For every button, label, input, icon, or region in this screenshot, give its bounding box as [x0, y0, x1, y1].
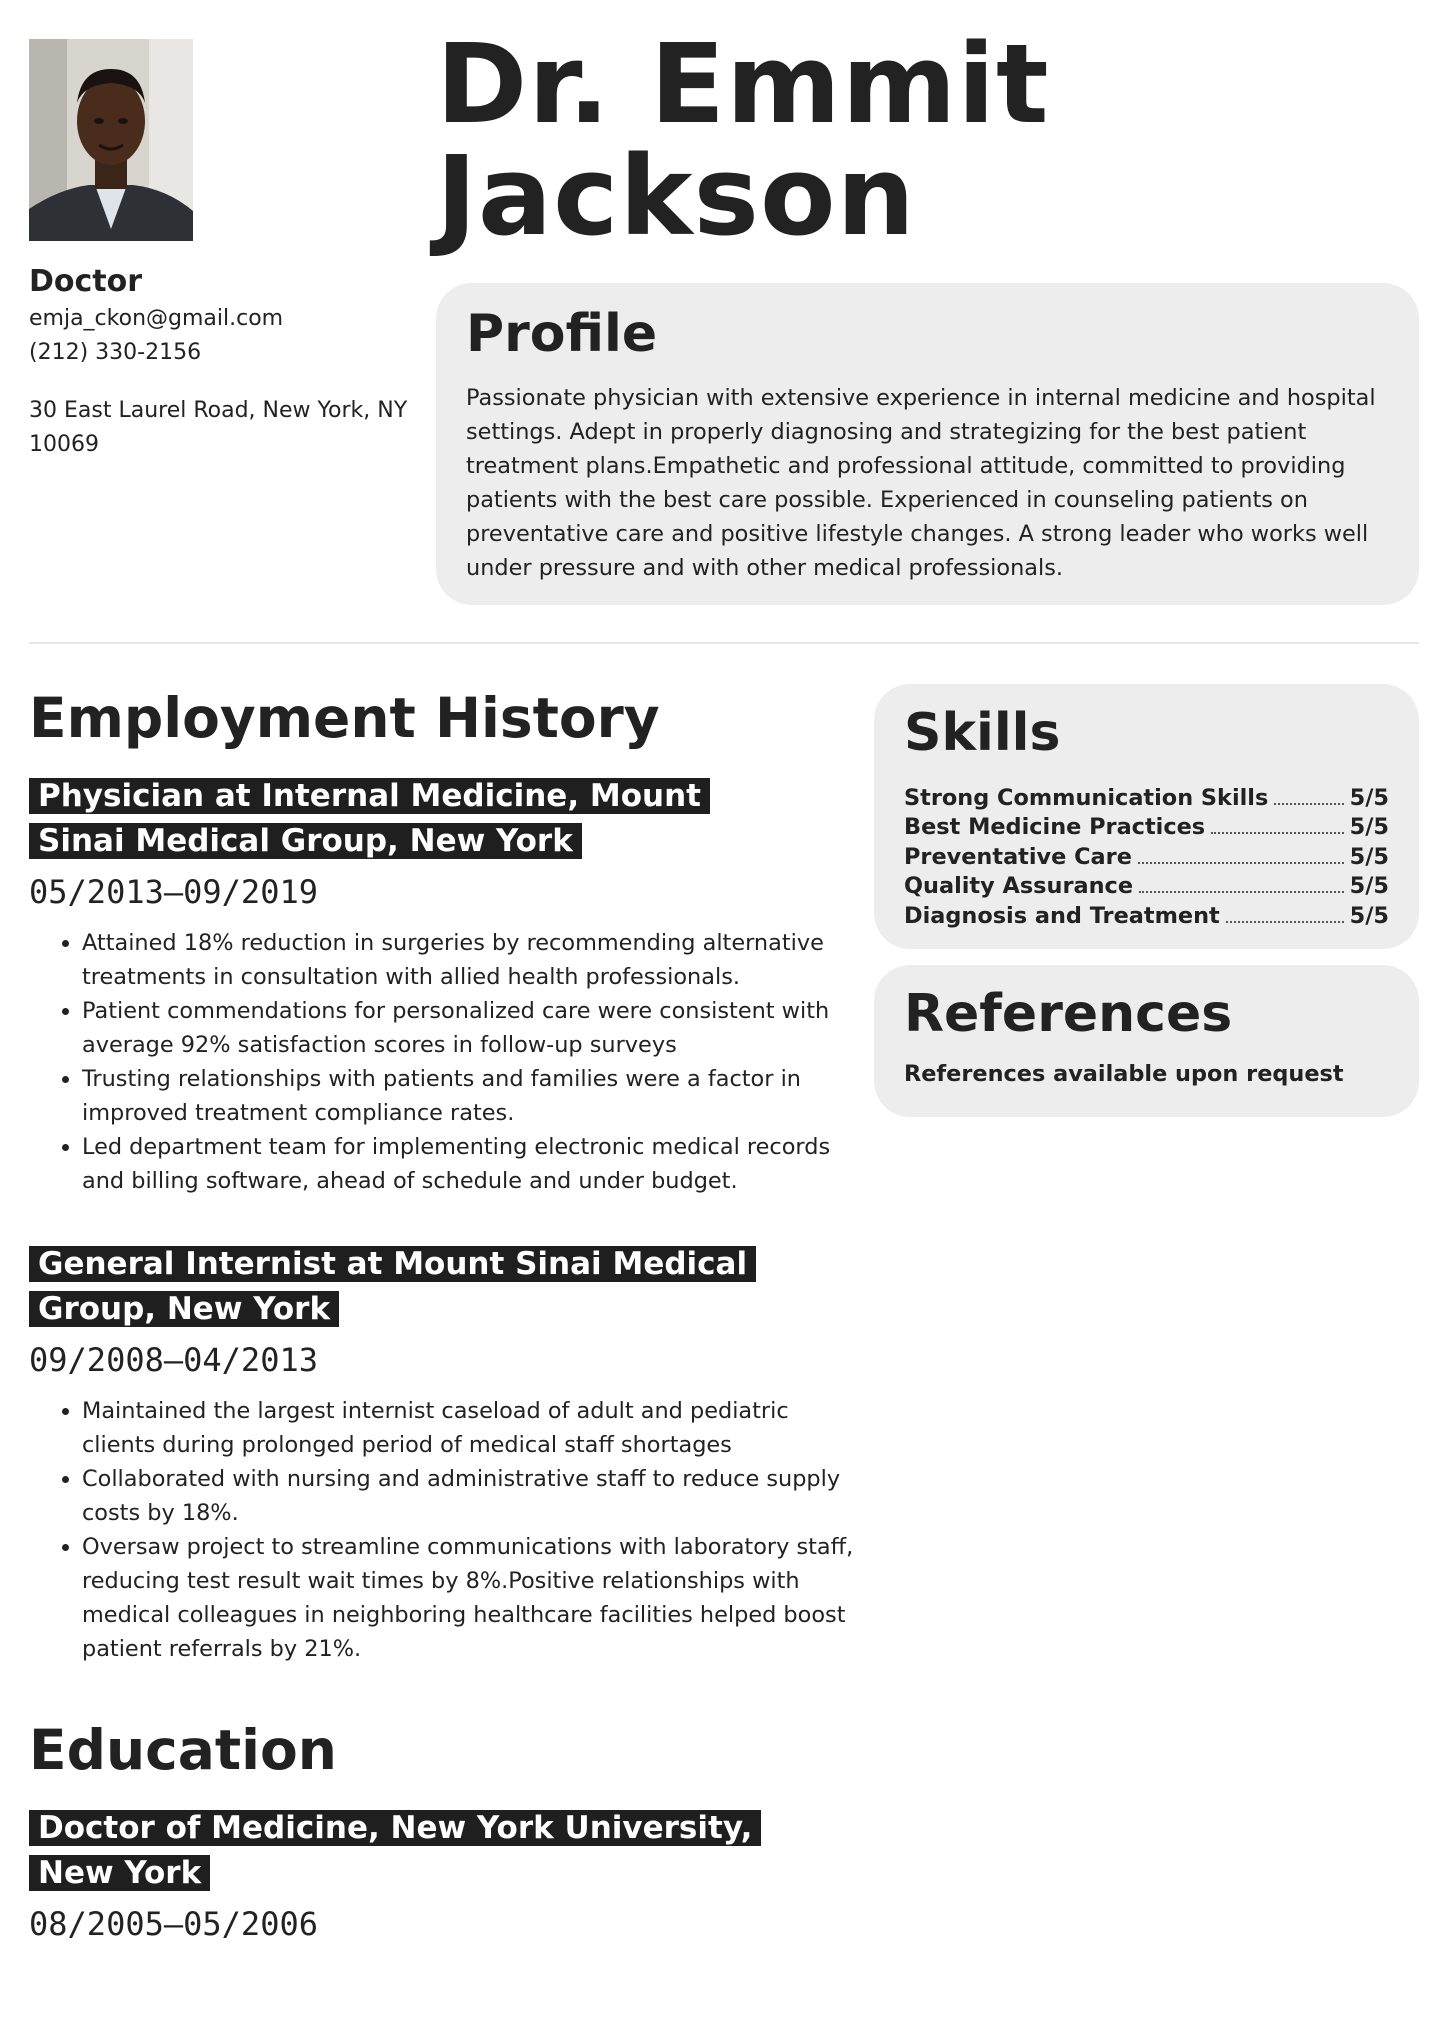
job-title: General Internist at Mount Sinai Medical Group, New York: [29, 1246, 756, 1327]
address-line-1: 30 East Laurel Road, New York, NY: [29, 398, 408, 423]
skill-leader-dots: [1139, 891, 1344, 893]
references-title: References: [904, 984, 1233, 1044]
name-line-1: Dr. Emmit: [436, 20, 1050, 148]
profile-text: Passionate physician with extensive experience in internal medicine and hospital settings. Adept in properly diagnosing and strategizing for the best patient treatment plans.Empathetic and professional attitude, committed to providing patients with the best care possible. Experienced in counseling patients on preventative care and positive lifestyle changes. A strong leader who works well under pressure and with other medical professionals.: [466, 385, 1376, 581]
name-line-2: Jackson: [436, 132, 916, 260]
address-line-2: 10069: [29, 432, 99, 457]
main-column: [29, 680, 859, 1948]
skill-name: Diagnosis and Treatment: [904, 902, 1220, 929]
job-entry: [29, 774, 859, 1198]
job-bullet: • Patient commendations for personalized care were consistent with average 92% satisfaction scores in follow-up surveys: [82, 994, 859, 1062]
contact-block: [29, 262, 419, 462]
job-bullet: • Trusting relationships with patients and families were a factor in improved treatment compliance rates.: [82, 1062, 859, 1130]
skill-level: 5/5: [1349, 843, 1389, 870]
job-bullets: [29, 926, 859, 1198]
skill-row: [904, 813, 1389, 842]
references-text: References available upon request: [904, 1061, 1344, 1087]
employment-title: Employment History: [29, 686, 660, 750]
skills-card: [874, 684, 1419, 949]
job-entry: [29, 1242, 859, 1666]
skill-leader-dots: [1226, 921, 1344, 923]
job-bullet: • Attained 18% reduction in surgeries by recommending alternative treatments in consultation with allied health professionals.: [82, 926, 859, 994]
skill-level: 5/5: [1349, 873, 1389, 900]
address-text: [29, 394, 419, 462]
skill-row: [904, 843, 1389, 872]
job-bullet: • Oversaw project to streamline communications with laboratory staff, reducing test result wait times by 8%.Positive relationships with medical colleagues in neighboring healthcare facilities helped boost patient referrals by 21%.: [82, 1530, 859, 1666]
skill-level: 5/5: [1349, 902, 1389, 929]
skill-row: [904, 872, 1389, 901]
skill-leader-dots: [1138, 862, 1344, 864]
profile-title: Profile: [466, 304, 658, 364]
job-role: Doctor: [29, 264, 143, 299]
references-card: [874, 965, 1419, 1117]
education-entry: [29, 1806, 859, 1948]
job-dates: 09/2008—04/2013: [29, 1341, 318, 1379]
job-bullets: [29, 1394, 859, 1666]
skill-row: [904, 902, 1389, 931]
phone-text: (212) 330-2156: [29, 340, 202, 365]
skill-name: Quality Assurance: [904, 873, 1134, 900]
skill-leader-dots: [1211, 832, 1344, 834]
skill-level: 5/5: [1349, 785, 1389, 811]
job-bullet: • Collaborated with nursing and administrative staff to reduce supply costs by 18%.: [82, 1462, 859, 1530]
skill-level: 5/5: [1349, 814, 1389, 841]
education-title: Education: [29, 1718, 337, 1782]
education-dates: 08/2005—05/2006: [29, 1905, 318, 1943]
job-dates: 05/2013—09/2019: [29, 873, 318, 911]
email-text: emja_ckon@gmail.com: [29, 306, 284, 331]
job-bullet: • Led department team for implementing electronic medical records and billing software, ahead of schedule and under budget.: [82, 1130, 859, 1198]
education-degree: Doctor of Medicine, New York University, New York: [29, 1810, 761, 1891]
job-title: Physician at Internal Medicine, Mount Sinai Medical Group, New York: [29, 778, 710, 859]
skills-title: Skills: [904, 703, 1061, 763]
skill-row: [904, 784, 1389, 813]
profile-card: [436, 283, 1419, 605]
candidate-name: [436, 20, 1050, 260]
skill-leader-dots: [1274, 803, 1343, 805]
job-bullet: • Maintained the largest internist caseload of adult and pediatric clients during prolonged period of medical staff shortages: [82, 1394, 859, 1462]
skill-name: Strong Communication Skills: [904, 785, 1269, 811]
skill-name: Preventative Care: [904, 843, 1132, 870]
skill-name: Best Medicine Practices: [904, 814, 1206, 841]
skills-list: [904, 784, 1389, 931]
section-divider: [29, 642, 1419, 644]
profile-photo: [29, 39, 193, 241]
